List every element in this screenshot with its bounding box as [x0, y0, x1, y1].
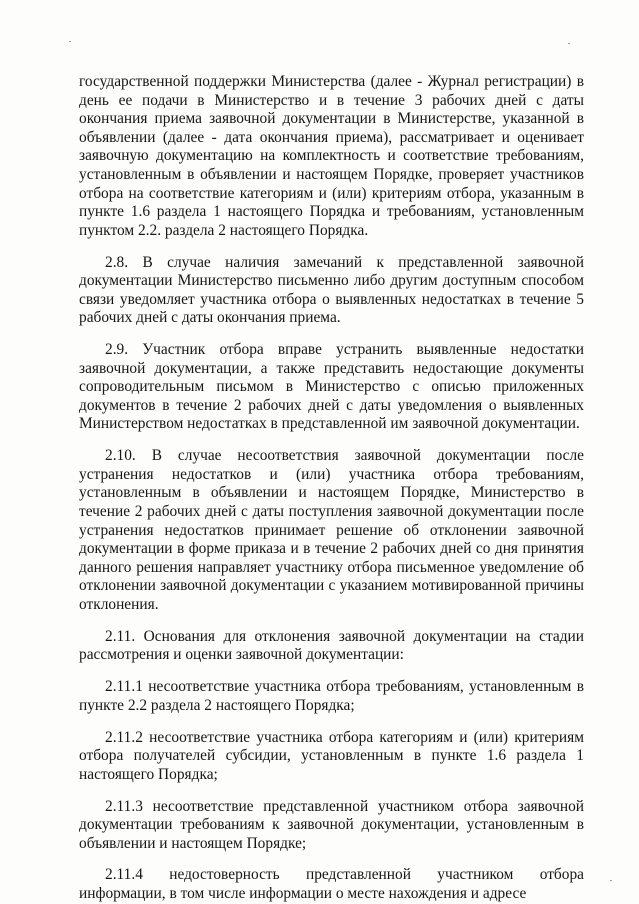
paragraph-2-9: 2.9. Участник отбора вправе устранить выявленные недостатки заявочной документации, а также представить недостающие документы сопроводительным письмом в Министерство с описью приложенных документов в течение 2 рабочих дней с даты уведомления о выявленных Министерством недостатках в представленной им заявочной документации. [79, 341, 584, 433]
paragraph-2-11-1: 2.11.1 несоответствие участника отбора требованиям, установленным в пункте 2.2 раздела 2 настоящего Порядка; [79, 678, 584, 714]
scan-speck [69, 41, 71, 42]
scan-speck [568, 43, 570, 44]
paragraph-2-11-2: 2.11.2 несоответствие участника отбора категориям и (или) критериям отбора получателей субсидии, установленным в пункте 1.6 раздела 1 настоящего Порядка; [79, 728, 584, 783]
paragraph-2-11-3: 2.11.3 несоответствие представленной участником отбора заявочной документации требованиям к заявочной документации, установленным в объявлении и настоящем Порядке; [79, 797, 584, 852]
paragraph-continuation: государственной поддержки Министерства (далее - Журнал регистрации) в день ее подачи в Министерство и в течение 3 рабочих дней с даты окончания приема заявочной документации в Министерстве, указанной в объявлении (далее - дата окончания приема), рассматривает и оценивает заявочную документацию на комплектность и соответствие требованиям, установленным в объявлении и настоящем Порядке, проверяет участников отбора на соответствие категориям и (или) критериям отбора, указанным в пункте 1.6 раздела 1 настоящего Порядка и требованиям, установленным пунктом 2.2. раздела 2 настоящего Порядка. [79, 73, 584, 239]
document-body [79, 73, 584, 904]
paragraph-2-11-4: 2.11.4 недостоверность представленной участником отбора информации, в том числе информации о месте нахождения и адресе [79, 866, 584, 903]
paragraph-2-10: 2.10. В случае несоответствия заявочной документации после устранения недостатков и (или) участника отбора требованиям, установленным в объявлении и настоящем Порядке, Министерство в течение 2 рабочих дней с даты поступления заявочной документации после устранения недостатков принимает решение об отклонении заявочной документации в форме приказа и в течение 2 рабочих дней со дня принятия данного решения направляет участнику отбора письменное уведомление об отклонении заявочной документации с указанием мотивированной причины отклонения. [79, 447, 584, 613]
scan-speck [610, 880, 612, 881]
paragraph-2-11: 2.11. Основания для отклонения заявочной документации на стадии рассмотрения и оценки заявочной документации: [79, 627, 584, 664]
paragraph-2-8: 2.8. В случае наличия замечаний к представленной заявочной документации Министерство письменно либо другим доступным способом связи уведомляет участника отбора о выявленных недостатках в течение 5 рабочих дней с даты окончания приема. [79, 253, 584, 327]
